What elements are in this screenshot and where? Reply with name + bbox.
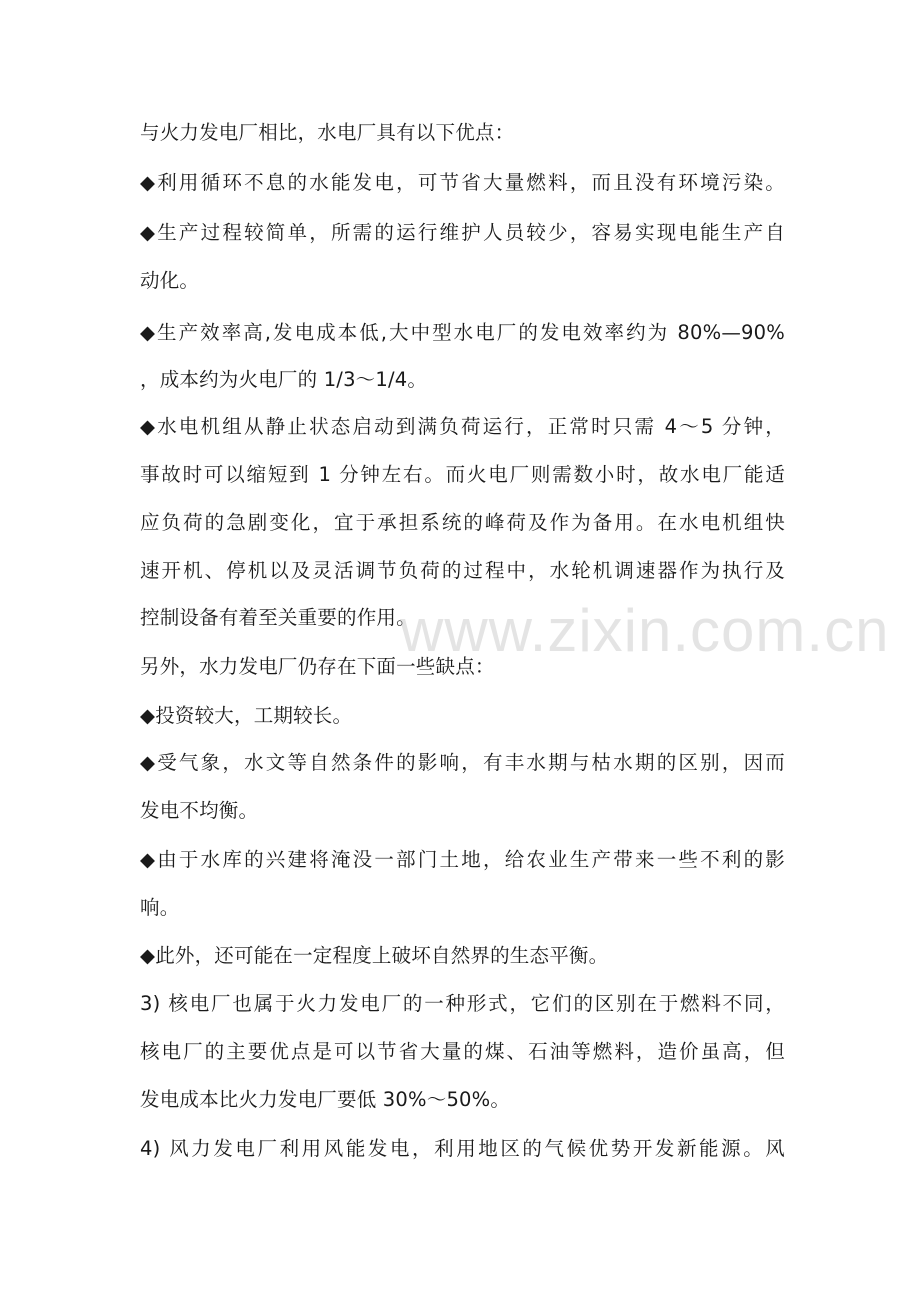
paragraph-line: ◆水电机组从静止状态启动到满负荷运行，正常时只需 4～5 分钟，	[140, 415, 785, 438]
paragraph-line: 应负荷的急剧变化，宜于承担系统的峰荷及作为备用。在水电机组快	[140, 511, 785, 534]
paragraph-line: 响。	[140, 896, 180, 919]
paragraph-line: 核电厂的主要优点是可以节省大量的煤、石油等燃料，造价虽高，但	[140, 1040, 785, 1063]
paragraph-line: ◆由于水库的兴建将淹没一部门土地，给农业生产带来一些不利的影	[140, 848, 785, 871]
paragraph-line: ◆此外，还可能在一定程度上破坏自然界的生态平衡。	[140, 944, 609, 967]
paragraph-line: ，成本约为火电厂的 1/3～1/4。	[140, 368, 428, 391]
paragraph-line: 4) 风力发电厂利用风能发电，利用地区的气候优势开发新能源。风	[140, 1137, 785, 1160]
paragraph-line: 与火力发电厂相比，水电厂具有以下优点：	[140, 121, 515, 144]
paragraph-line: ◆利用循环不息的水能发电，可节省大量燃料，而且没有环境污染。	[140, 171, 785, 194]
paragraph-line: ◆投资较大，工期较长。	[140, 704, 353, 727]
paragraph-line: 另外，水力发电厂仍存在下面一些缺点：	[140, 655, 495, 678]
paragraph-line: 动化。	[140, 269, 200, 292]
paragraph-line: ◆受气象，水文等自然条件的影响，有丰水期与枯水期的区别，因而	[140, 751, 785, 774]
paragraph-line: 控制设备有着至关重要的作用。	[140, 606, 416, 629]
watermark: www.zixin.com.cn	[400, 597, 890, 664]
paragraph-line: 3) 核电厂也属于火力发电厂的一种形式，它们的区别在于燃料不同，	[140, 992, 785, 1015]
paragraph-line: 速开机、停机以及灵活调节负荷的过程中，水轮机调速器作为执行及	[140, 559, 785, 582]
paragraph-line: ◆生产过程较简单，所需的运行维护人员较少，容易实现电能生产自	[140, 221, 785, 244]
paragraph-line: 事故时可以缩短到 1 分钟左右。而火电厂则需数小时，故水电厂能适	[140, 463, 785, 486]
paragraph-line: 发电不均衡。	[140, 799, 259, 822]
paragraph-line: ◆生产效率高,发电成本低,大中型水电厂的发电效率约为 80%—90%	[140, 321, 785, 344]
paragraph-line: 发电成本比火力发电厂要低 30%～50%。	[140, 1088, 511, 1111]
